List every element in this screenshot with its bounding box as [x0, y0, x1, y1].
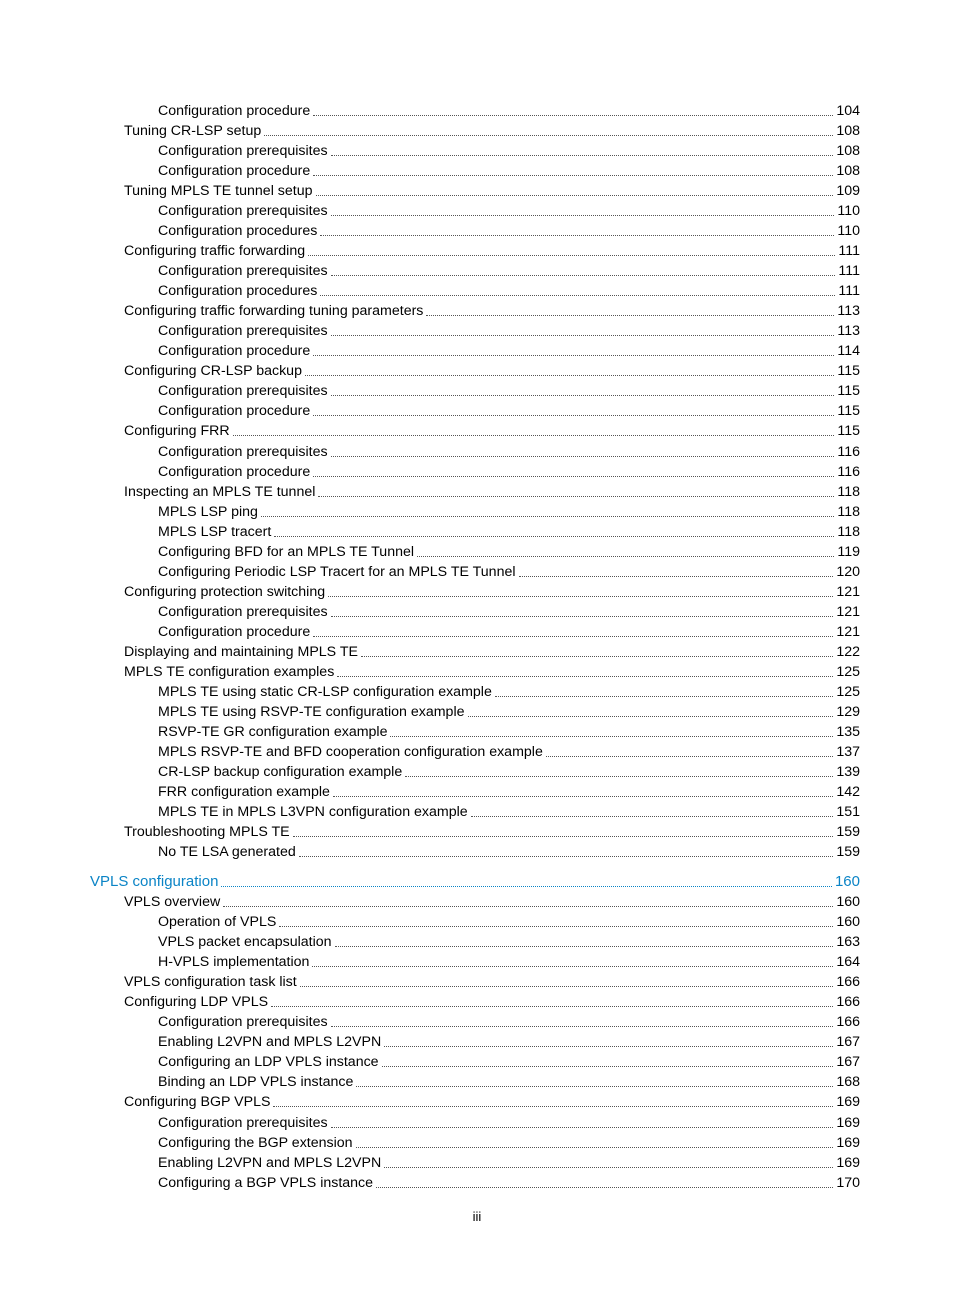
toc-entry[interactable] [158, 521, 860, 541]
toc-entry-page[interactable]: 115 [837, 423, 860, 440]
page-number: iii [472, 1209, 482, 1224]
toc-entry[interactable] [158, 100, 860, 120]
toc-entry[interactable] [158, 801, 860, 821]
toc-entry-page[interactable]: 166 [836, 994, 860, 1011]
toc-entry-title[interactable]: Configuration prerequisites [158, 443, 328, 460]
toc-entry-page[interactable]: 159 [836, 824, 860, 841]
dot-leader [519, 576, 834, 577]
toc-entry-title[interactable]: FRR configuration example [158, 784, 330, 801]
toc-entry-title[interactable]: No TE LSA generated [158, 844, 296, 861]
toc-entry-title[interactable]: Configuring traffic forwarding tuning parameters [124, 303, 424, 320]
toc-entry-title[interactable]: Configuration procedures [158, 223, 318, 240]
toc-entry-title[interactable]: MPLS RSVP-TE and BFD cooperation configuration example [158, 743, 543, 760]
dot-leader [313, 415, 834, 416]
toc-entry-page[interactable]: 115 [837, 363, 860, 380]
dot-leader [279, 926, 833, 927]
toc-entry[interactable] [158, 701, 860, 721]
toc-entry-title[interactable]: Tuning CR-LSP setup [124, 123, 262, 140]
toc-entry-title[interactable]: MPLS TE configuration examples [124, 663, 335, 680]
dot-leader [305, 375, 834, 376]
toc-entry[interactable] [124, 481, 860, 501]
toc-entry[interactable] [158, 931, 860, 951]
dot-leader [331, 155, 834, 156]
dot-leader [308, 255, 835, 256]
toc-entry-page[interactable]: 170 [836, 1174, 860, 1191]
toc-entry-page[interactable]: 160 [836, 914, 860, 931]
dot-leader [331, 275, 836, 276]
dot-leader [320, 235, 834, 236]
toc-entry[interactable] [158, 340, 860, 360]
dot-leader [316, 195, 834, 196]
toc-entry-page[interactable]: 160 [836, 894, 860, 911]
dot-leader [356, 1086, 833, 1087]
toc-entry-page[interactable]: 163 [836, 934, 860, 951]
toc-entry-page[interactable]: 104 [836, 103, 860, 119]
toc-entry[interactable] [124, 641, 860, 661]
dot-leader [261, 516, 834, 517]
toc-entry-title[interactable]: H-VPLS implementation [158, 954, 310, 971]
dot-leader [313, 355, 834, 356]
toc-entry-title[interactable]: MPLS TE using RSVP-TE configuration example [158, 703, 465, 720]
toc-entry-page[interactable]: 125 [836, 683, 860, 700]
dot-leader [384, 1046, 833, 1047]
dot-leader [233, 435, 835, 436]
toc-entry-title[interactable]: RSVP-TE GR configuration example [158, 723, 388, 740]
toc-entry-page[interactable]: 111 [838, 263, 860, 280]
toc-entry-title[interactable]: Configuring BFD for an MPLS TE Tunnel [158, 543, 415, 560]
toc-entry-title[interactable]: Configuration procedure [158, 403, 311, 420]
dot-leader [221, 886, 832, 887]
toc-entry-page[interactable]: 135 [836, 723, 860, 740]
toc-entry-page[interactable]: 167 [836, 1034, 860, 1051]
toc-entry-page[interactable]: 164 [836, 954, 860, 971]
toc-entry[interactable] [124, 971, 860, 991]
toc-entry-title[interactable]: Configuration procedure [158, 343, 311, 360]
toc-entry-title[interactable]: VPLS configuration [90, 873, 219, 891]
dot-leader [313, 175, 833, 176]
dot-leader [382, 1066, 834, 1067]
toc-entry-page[interactable]: 166 [836, 1014, 860, 1031]
toc-entry-title[interactable]: Configuration procedure [158, 463, 311, 480]
dot-leader [264, 135, 833, 136]
toc-entry-title[interactable]: VPLS packet encapsulation [158, 934, 332, 951]
toc-entry[interactable] [158, 841, 860, 861]
toc-entry-page[interactable]: 114 [837, 343, 860, 360]
toc-entry-title[interactable]: Enabling L2VPN and MPLS L2VPN [158, 1034, 382, 1051]
toc-entry-title[interactable]: Operation of VPLS [158, 914, 277, 931]
dot-leader [426, 315, 834, 316]
toc-entry-title[interactable]: Configuration prerequisites [158, 263, 328, 280]
dot-leader [312, 966, 833, 967]
dot-leader [331, 1127, 834, 1128]
dot-leader [384, 1167, 833, 1168]
toc-entry-title[interactable]: Configuring Periodic LSP Tracert for an MPLS TE Tunnel [158, 563, 516, 580]
toc-entry-title[interactable]: MPLS TE in MPLS L3VPN configuration example [158, 804, 468, 821]
toc-entry-page[interactable]: 116 [837, 463, 860, 480]
toc-entry-title[interactable]: Configuring FRR [124, 423, 230, 440]
dot-leader [331, 456, 835, 457]
toc-entry[interactable] [158, 681, 860, 701]
toc-entry[interactable] [158, 561, 860, 581]
toc-entry-title[interactable]: MPLS LSP tracert [158, 523, 272, 540]
toc-entry[interactable] [158, 140, 860, 160]
toc-entry-page[interactable]: 169 [836, 1134, 860, 1151]
toc-entry-title[interactable]: Configuration procedure [158, 623, 311, 640]
dot-leader [223, 906, 833, 907]
dot-leader [471, 816, 834, 817]
toc-entry[interactable] [158, 1071, 860, 1091]
dot-leader [405, 776, 833, 777]
toc-entry-page[interactable]: 122 [836, 643, 860, 660]
toc-entry-page[interactable]: 168 [836, 1074, 860, 1091]
toc-entry[interactable] [124, 180, 860, 200]
toc-entry-page[interactable]: 109 [836, 183, 860, 200]
toc-entry-page[interactable]: 125 [836, 663, 860, 680]
toc-entry-title[interactable]: Configuration prerequisites [158, 1114, 328, 1131]
toc-entry-page[interactable]: 118 [837, 503, 860, 520]
toc-entry-page[interactable]: 113 [837, 323, 860, 340]
toc-entry[interactable] [124, 991, 860, 1011]
toc-entry[interactable] [158, 601, 860, 621]
toc-entry-title[interactable]: Configuring CR-LSP backup [124, 363, 302, 380]
dot-leader [331, 616, 834, 617]
toc-entry[interactable] [158, 621, 860, 641]
toc-entry-title[interactable]: MPLS TE using static CR-LSP configuration example [158, 683, 492, 700]
toc-entry[interactable] [158, 1132, 860, 1152]
toc-entry[interactable] [124, 300, 860, 320]
toc-entry-page[interactable]: 108 [836, 143, 860, 160]
dot-leader [313, 115, 833, 116]
dot-leader [331, 395, 835, 396]
dot-leader [271, 1006, 833, 1007]
toc-entry-page[interactable]: 129 [836, 703, 860, 720]
toc-entry[interactable] [124, 661, 860, 681]
dot-leader [333, 796, 833, 797]
toc-entry[interactable] [124, 821, 860, 841]
toc-entry[interactable] [158, 721, 860, 741]
toc-entry-page[interactable]: 121 [836, 583, 860, 600]
toc-entry-title[interactable]: Configuring protection switching [124, 583, 326, 600]
toc-entry-title[interactable]: Configuration prerequisites [158, 143, 328, 160]
toc-entry[interactable] [124, 1091, 860, 1111]
toc-entry-title[interactable]: Binding an LDP VPLS instance [158, 1074, 354, 1091]
toc-entry-title[interactable]: Configuring the BGP extension [158, 1134, 353, 1151]
toc-entry-title[interactable]: Enabling L2VPN and MPLS L2VPN [158, 1154, 382, 1171]
toc-entry[interactable] [158, 501, 860, 521]
toc-entry-page[interactable]: 108 [836, 123, 860, 140]
toc-entry-page[interactable]: 169 [836, 1114, 860, 1131]
toc-entry-page[interactable]: 142 [836, 784, 860, 801]
toc-entry-title[interactable]: Configuration procedure [158, 103, 311, 119]
dot-leader [417, 556, 834, 557]
toc-entry-page[interactable]: 120 [836, 563, 860, 580]
toc-entry[interactable] [158, 761, 860, 781]
toc-entry-title[interactable]: Configuring BGP VPLS [124, 1094, 271, 1111]
toc-entry[interactable] [158, 911, 860, 931]
toc-entry-page[interactable]: 115 [837, 403, 860, 420]
toc-entry-page[interactable]: 111 [838, 283, 860, 300]
dot-leader [293, 836, 834, 837]
toc-entry-title[interactable]: Configuring traffic forwarding [124, 243, 306, 260]
toc-entry-title[interactable]: Configuration prerequisites [158, 323, 328, 340]
toc-entry-title[interactable]: Configuring a BGP VPLS instance [158, 1174, 374, 1191]
toc-entry-title[interactable]: CR-LSP backup configuration example [158, 763, 403, 780]
toc-entry[interactable] [124, 240, 860, 260]
toc-entry[interactable] [158, 541, 860, 561]
toc-entry[interactable] [158, 400, 860, 420]
toc-entry[interactable] [158, 781, 860, 801]
toc-entry-page[interactable]: 151 [836, 804, 860, 821]
dot-leader [546, 756, 833, 757]
toc-entry-page[interactable]: 118 [837, 523, 860, 540]
toc-entry[interactable] [158, 951, 860, 971]
toc-entry-page[interactable]: 159 [836, 844, 860, 861]
dot-leader [300, 986, 834, 987]
dot-leader [328, 596, 833, 597]
toc-entry[interactable] [158, 1152, 860, 1172]
toc-entry-title[interactable]: Displaying and maintaining MPLS TE [124, 643, 358, 660]
dot-leader [331, 335, 835, 336]
toc-entry[interactable] [124, 420, 860, 440]
toc-entry-title[interactable]: Tuning MPLS TE tunnel setup [124, 183, 313, 200]
toc-entry-title[interactable]: Configuration prerequisites [158, 383, 328, 400]
dot-leader [274, 536, 834, 537]
toc-entry[interactable] [158, 220, 860, 240]
toc-entry-title[interactable]: VPLS configuration task list [124, 974, 297, 991]
toc-entry-page[interactable]: 111 [838, 243, 860, 260]
toc-entry-title[interactable]: Inspecting an MPLS TE tunnel [124, 483, 316, 500]
toc-entry[interactable] [158, 160, 860, 180]
toc-entry-page[interactable]: 137 [836, 743, 860, 760]
toc-entry-page[interactable]: 121 [836, 603, 860, 620]
toc-entry-page[interactable]: 169 [836, 1154, 860, 1171]
toc-entry[interactable] [158, 1031, 860, 1051]
toc-entry[interactable] [158, 1011, 860, 1031]
toc-entry-title[interactable]: Configuration prerequisites [158, 1014, 328, 1031]
toc-entry-title[interactable]: Configuration prerequisites [158, 603, 328, 620]
dot-leader [337, 676, 833, 677]
dot-leader [299, 856, 834, 857]
dot-leader [331, 215, 835, 216]
toc-entry-page[interactable]: 119 [837, 543, 860, 560]
toc-entry[interactable] [158, 200, 860, 220]
dot-leader [335, 946, 834, 947]
toc-entry[interactable] [124, 581, 860, 601]
toc-entry-page[interactable]: 118 [837, 483, 860, 500]
toc-entry-title[interactable]: Configuration procedures [158, 283, 318, 300]
dot-leader [320, 295, 835, 296]
dot-leader [331, 1026, 834, 1027]
toc-entry-title[interactable]: Configuring LDP VPLS [124, 994, 269, 1011]
dot-leader [313, 476, 834, 477]
dot-leader [361, 656, 833, 657]
toc-entry[interactable] [158, 260, 860, 280]
toc-entry-page[interactable]: 121 [836, 623, 860, 640]
toc-entry-page[interactable]: 116 [837, 443, 860, 460]
dot-leader [313, 636, 833, 637]
toc-entry[interactable] [158, 441, 860, 461]
toc-entry[interactable] [158, 1172, 860, 1192]
toc-entry[interactable] [124, 360, 860, 380]
toc-entry-title[interactable]: Configuration procedure [158, 163, 311, 180]
toc-entry[interactable] [124, 120, 860, 140]
toc-entry-title[interactable]: MPLS LSP ping [158, 503, 258, 520]
toc-entry-page[interactable]: 110 [837, 203, 860, 220]
toc-entry-page[interactable]: 108 [836, 163, 860, 180]
dot-leader [468, 716, 834, 717]
toc-entry-title[interactable]: Troubleshooting MPLS TE [124, 824, 290, 841]
toc-entry-title[interactable]: VPLS overview [124, 894, 221, 911]
toc-entry-page[interactable]: 166 [836, 974, 860, 991]
toc-entry-page[interactable]: 113 [837, 303, 860, 320]
toc-entry-page[interactable]: 115 [837, 383, 860, 400]
toc-entry-page[interactable]: 160 [834, 873, 860, 891]
toc-entry[interactable] [158, 461, 860, 481]
toc-entry[interactable] [158, 1051, 860, 1071]
dot-leader [356, 1147, 834, 1148]
toc-entry-title[interactable]: Configuring an LDP VPLS instance [158, 1054, 379, 1071]
toc-entry[interactable] [158, 1112, 860, 1132]
dot-leader [273, 1106, 833, 1107]
toc-entry[interactable] [158, 380, 860, 400]
toc-entry-page[interactable]: 167 [836, 1054, 860, 1071]
toc-entry[interactable] [124, 891, 860, 911]
toc-chapter-entry[interactable] [90, 871, 860, 891]
dot-leader [495, 696, 833, 697]
toc-entry[interactable] [158, 741, 860, 761]
toc-entry[interactable] [158, 320, 860, 340]
toc-entry-page[interactable]: 139 [836, 763, 860, 780]
dot-leader [376, 1187, 833, 1188]
toc-entry-page[interactable]: 110 [837, 223, 860, 240]
toc-entry-title[interactable]: Configuration prerequisites [158, 203, 328, 220]
dot-leader [318, 496, 834, 497]
dot-leader [390, 736, 833, 737]
toc-entry-page[interactable]: 169 [836, 1094, 860, 1111]
toc-entry[interactable] [158, 280, 860, 300]
